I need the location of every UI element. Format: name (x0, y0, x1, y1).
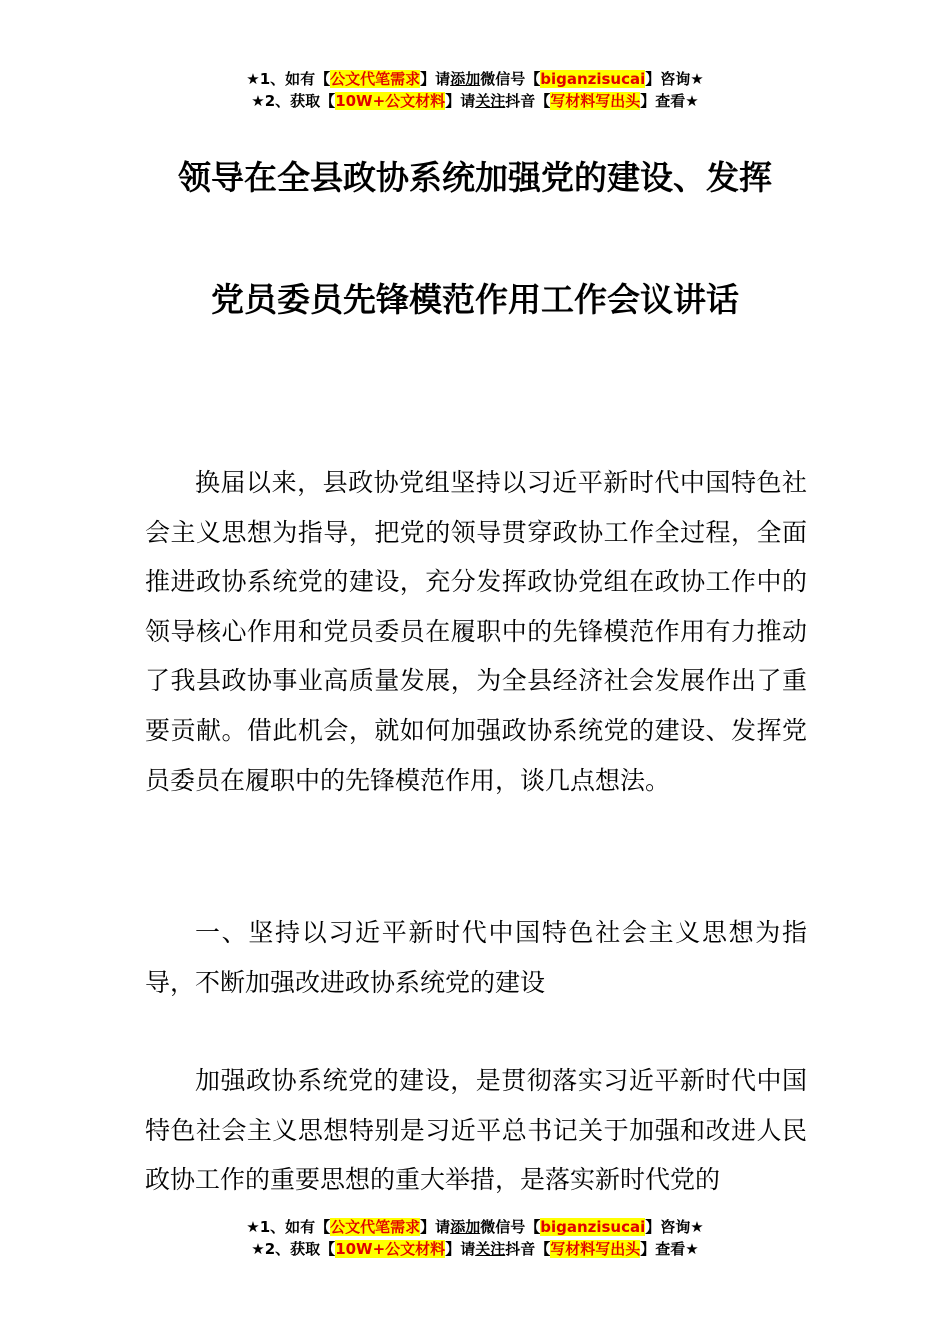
banner-line-1: ★1、如有【公文代笔需求】请添加微信号【biganzisucai】咨询★ (246, 70, 704, 88)
highlight-materials: 10W+公文材料 (335, 92, 446, 110)
banner-line-2: ★2、获取【10W+公文材料】请关注抖音【写材料写出头】查看★ (251, 92, 699, 110)
footer-line-1: ★1、如有【公文代笔需求】请添加微信号【biganzisucai】咨询★ (246, 1218, 704, 1236)
footer-banner (0, 1216, 950, 1260)
document-title-line-1: 领导在全县政协系统加强党的建设、发挥 (178, 158, 772, 197)
footer-highlight-douyin-account: 写材料写出头 (550, 1240, 641, 1258)
highlight-writing-service: 公文代笔需求 (330, 70, 421, 88)
document-title-line-2: 党员委员先锋模范作用工作会议讲话 (211, 280, 739, 319)
section-heading-1: 一、坚持以习近平新时代中国特色社会主义思想为指导，不断加强改进政协系统党的建设 (145, 918, 807, 997)
footer-highlight-writing-service: 公文代笔需求 (330, 1218, 421, 1236)
body-paragraph-section-1: 加强政协系统党的建设，是贯彻落实习近平新时代中国特色社会主义思想特别是习近平总书记关于加强和改进人民政协工作的重要思想的重大举措，是落实新时代党的 (145, 1066, 807, 1195)
body-paragraph-intro: 换届以来，县政协党组坚持以习近平新时代中国特色社会主义思想为指导，把党的领导贯穿政协工作全过程，全面推进政协系统党的建设，充分发挥政协党组在政协工作中的领导核心作用和党员委员在履职中的先锋模范作用有力推动了我县政协事业高质量发展，为全县经济社会发展作出了重要贡献。借此机会，就如何加强政协系统党的建设、发挥党员委员在履职中的先锋模范作用，谈几点想法。 (145, 468, 807, 795)
highlight-wechat-id: biganzisucai (540, 70, 646, 88)
footer-highlight-materials: 10W+公文材料 (335, 1240, 446, 1258)
footer-highlight-wechat-id: biganzisucai (540, 1218, 646, 1236)
header-banner (0, 68, 950, 112)
highlight-douyin-account: 写材料写出头 (550, 92, 641, 110)
footer-line-2: ★2、获取【10W+公文材料】请关注抖音【写材料写出头】查看★ (251, 1240, 699, 1258)
